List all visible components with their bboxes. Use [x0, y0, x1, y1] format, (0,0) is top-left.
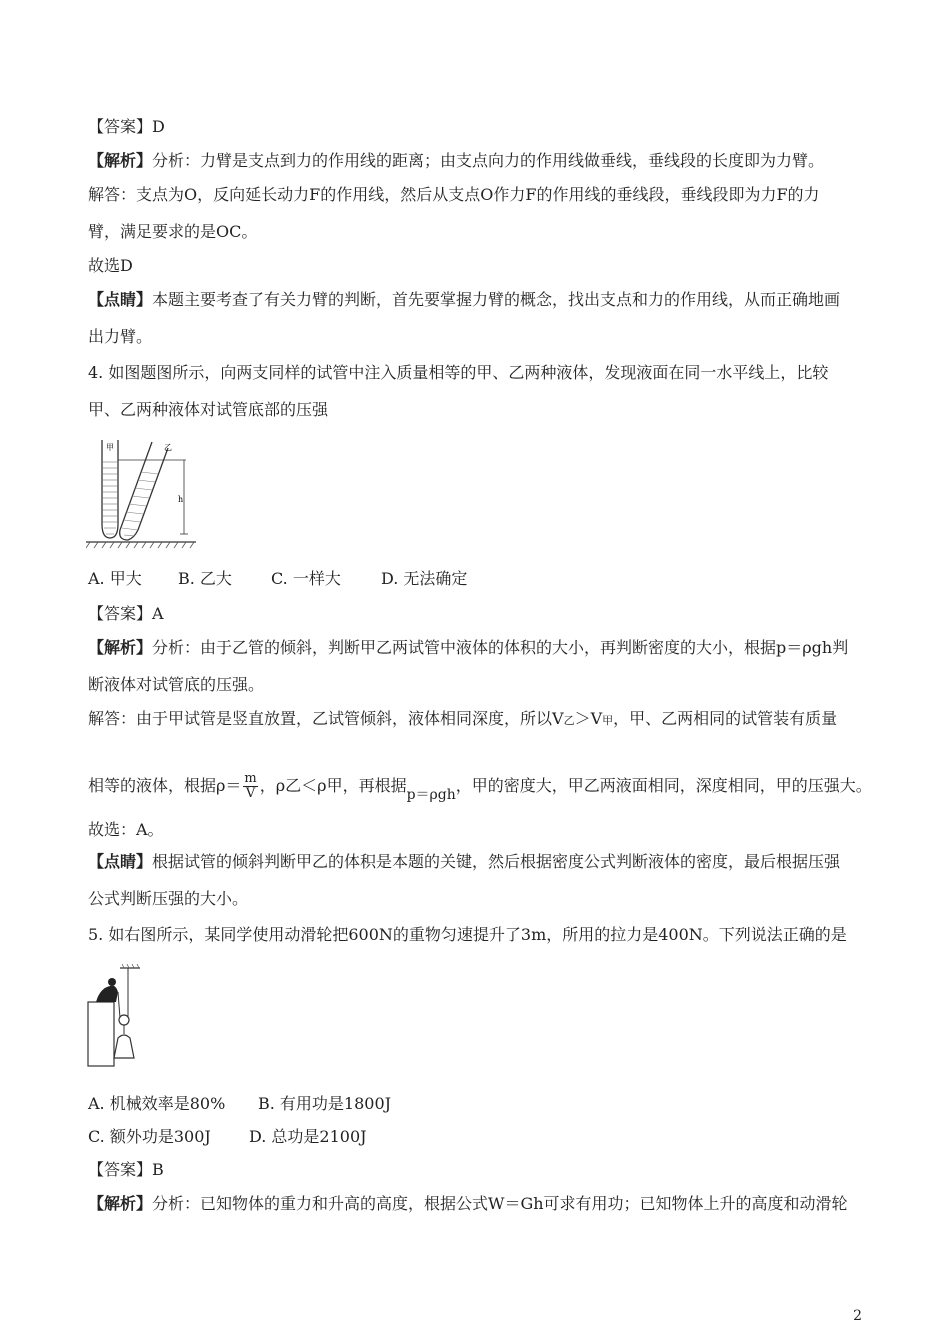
comment-tag: 【点睛】 [88, 852, 153, 871]
q3-comment-line1 [88, 290, 840, 310]
q5-stem: 5. 如右图所示，某同学使用动滑轮把600N的重物匀速提升了3m，所用的拉力是400N。下列说法正确的是 [88, 925, 847, 944]
comment-tag: 【点睛】 [88, 290, 153, 309]
analysis-tag: 【解析】 [88, 1194, 153, 1213]
q4-option-a[interactable]: A. 甲大 [88, 569, 142, 588]
q4-choose: 故选：A。 [88, 820, 164, 839]
q4-options [88, 569, 467, 589]
q5-answer: 【答案】B [88, 1160, 164, 1179]
analysis-text: 分析：力臂是支点到力的作用线的距离；由支点向力的作用线做垂线，垂线段的长度即为力臂。 [152, 151, 825, 170]
analysis-tag: 【解析】 [88, 151, 153, 170]
q3-solution-line1: 解答：支点为O，反向延长动力F的作用线，然后从支点O作力F的作用线的垂线段，垂线段即为力F的力 [88, 185, 820, 204]
comment-text: 本题主要考查了有关力臂的判断，首先要掌握力臂的概念，找出支点和力的作用线，从而正确地画 [152, 290, 841, 309]
q4-comment-line1 [88, 852, 840, 872]
q3-answer: 【答案】D [88, 117, 165, 136]
fraction-numerator: m [244, 771, 257, 786]
q4-comment-line2: 公式判断压强的大小。 [88, 889, 249, 908]
q5-options-row2 [88, 1127, 367, 1147]
q4-option-b[interactable]: B. 乙大 [178, 569, 232, 588]
q5-option-c[interactable]: C. 额外功是300J [88, 1127, 211, 1146]
solution-text: ，甲、乙两相同的试管装有质量 [613, 709, 838, 728]
q4-stem-line2: 甲、乙两种液体对试管底部的压强 [88, 400, 329, 419]
test-tube-figure [86, 438, 206, 550]
analysis-text: 分析：由于乙管的倾斜，判断甲乙两试管中液体的体积的大小，再判断密度的大小，根据p＝ρgh判 [152, 638, 849, 657]
q4-analysis-line1 [88, 638, 848, 658]
q4-solution-line2 [88, 772, 872, 801]
q4-analysis-line2: 断液体对试管底的压强。 [88, 675, 265, 694]
q3-solution-line2: 臂，满足要求的是OC。 [88, 222, 258, 241]
figure-label-jia: 甲 [106, 443, 114, 452]
analysis-tag: 【解析】 [88, 638, 153, 657]
q5-option-d[interactable]: D. 总功是2100J [249, 1127, 367, 1146]
figure-label-h: h [178, 495, 184, 504]
solution-text: 相等的液体，根据ρ＝ [88, 776, 242, 795]
q4-option-c[interactable]: C. 一样大 [271, 569, 341, 588]
q5-option-a[interactable]: A. 机械效率是80% [88, 1094, 226, 1113]
comment-text: 根据试管的倾斜判断甲乙的体积是本题的关键，然后根据密度公式判断液体的密度，最后根据压强 [152, 852, 841, 871]
q4-solution-line1 [88, 709, 837, 731]
subscript-jia: 甲 [602, 714, 614, 727]
q3-analysis [88, 151, 824, 171]
figure-label-yi: 乙 [164, 443, 172, 452]
q4-answer: 【答案】A [88, 604, 164, 623]
pulley-figure [86, 962, 166, 1072]
pressure-formula: p＝ρgh [406, 787, 456, 803]
solution-text: ，ρ乙＜ρ甲，再根据 [259, 776, 407, 795]
density-fraction [243, 772, 257, 801]
q5-analysis-line1 [88, 1194, 848, 1214]
subscript-yi: 乙 [563, 714, 575, 727]
solution-text: ＞V [574, 709, 603, 728]
q3-comment-line2: 出力臂。 [88, 327, 153, 346]
q5-option-b[interactable]: B. 有用功是1800J [258, 1094, 392, 1113]
q4-stem-line1: 4. 如图题图所示，向两支同样的试管中注入质量相等的甲、乙两种液体，发现液面在同一水平线上，比较 [88, 363, 829, 382]
q4-option-d[interactable]: D. 无法确定 [381, 569, 468, 588]
fraction-denominator: V [245, 786, 256, 801]
page-number: 2 [853, 1308, 862, 1324]
solution-text: ，甲的密度大，甲乙两液面相同，深度相同，甲的压强大。 [455, 776, 872, 795]
q5-options-row1 [88, 1094, 391, 1114]
solution-text: 解答：由于甲试管是竖直放置，乙试管倾斜，液体相同深度，所以V [88, 709, 564, 728]
analysis-text: 分析：已知物体的重力和升高的高度，根据公式W＝Gh可求有用功；已知物体上升的高度和动滑轮 [152, 1194, 848, 1213]
q3-choose: 故选D [88, 256, 133, 275]
